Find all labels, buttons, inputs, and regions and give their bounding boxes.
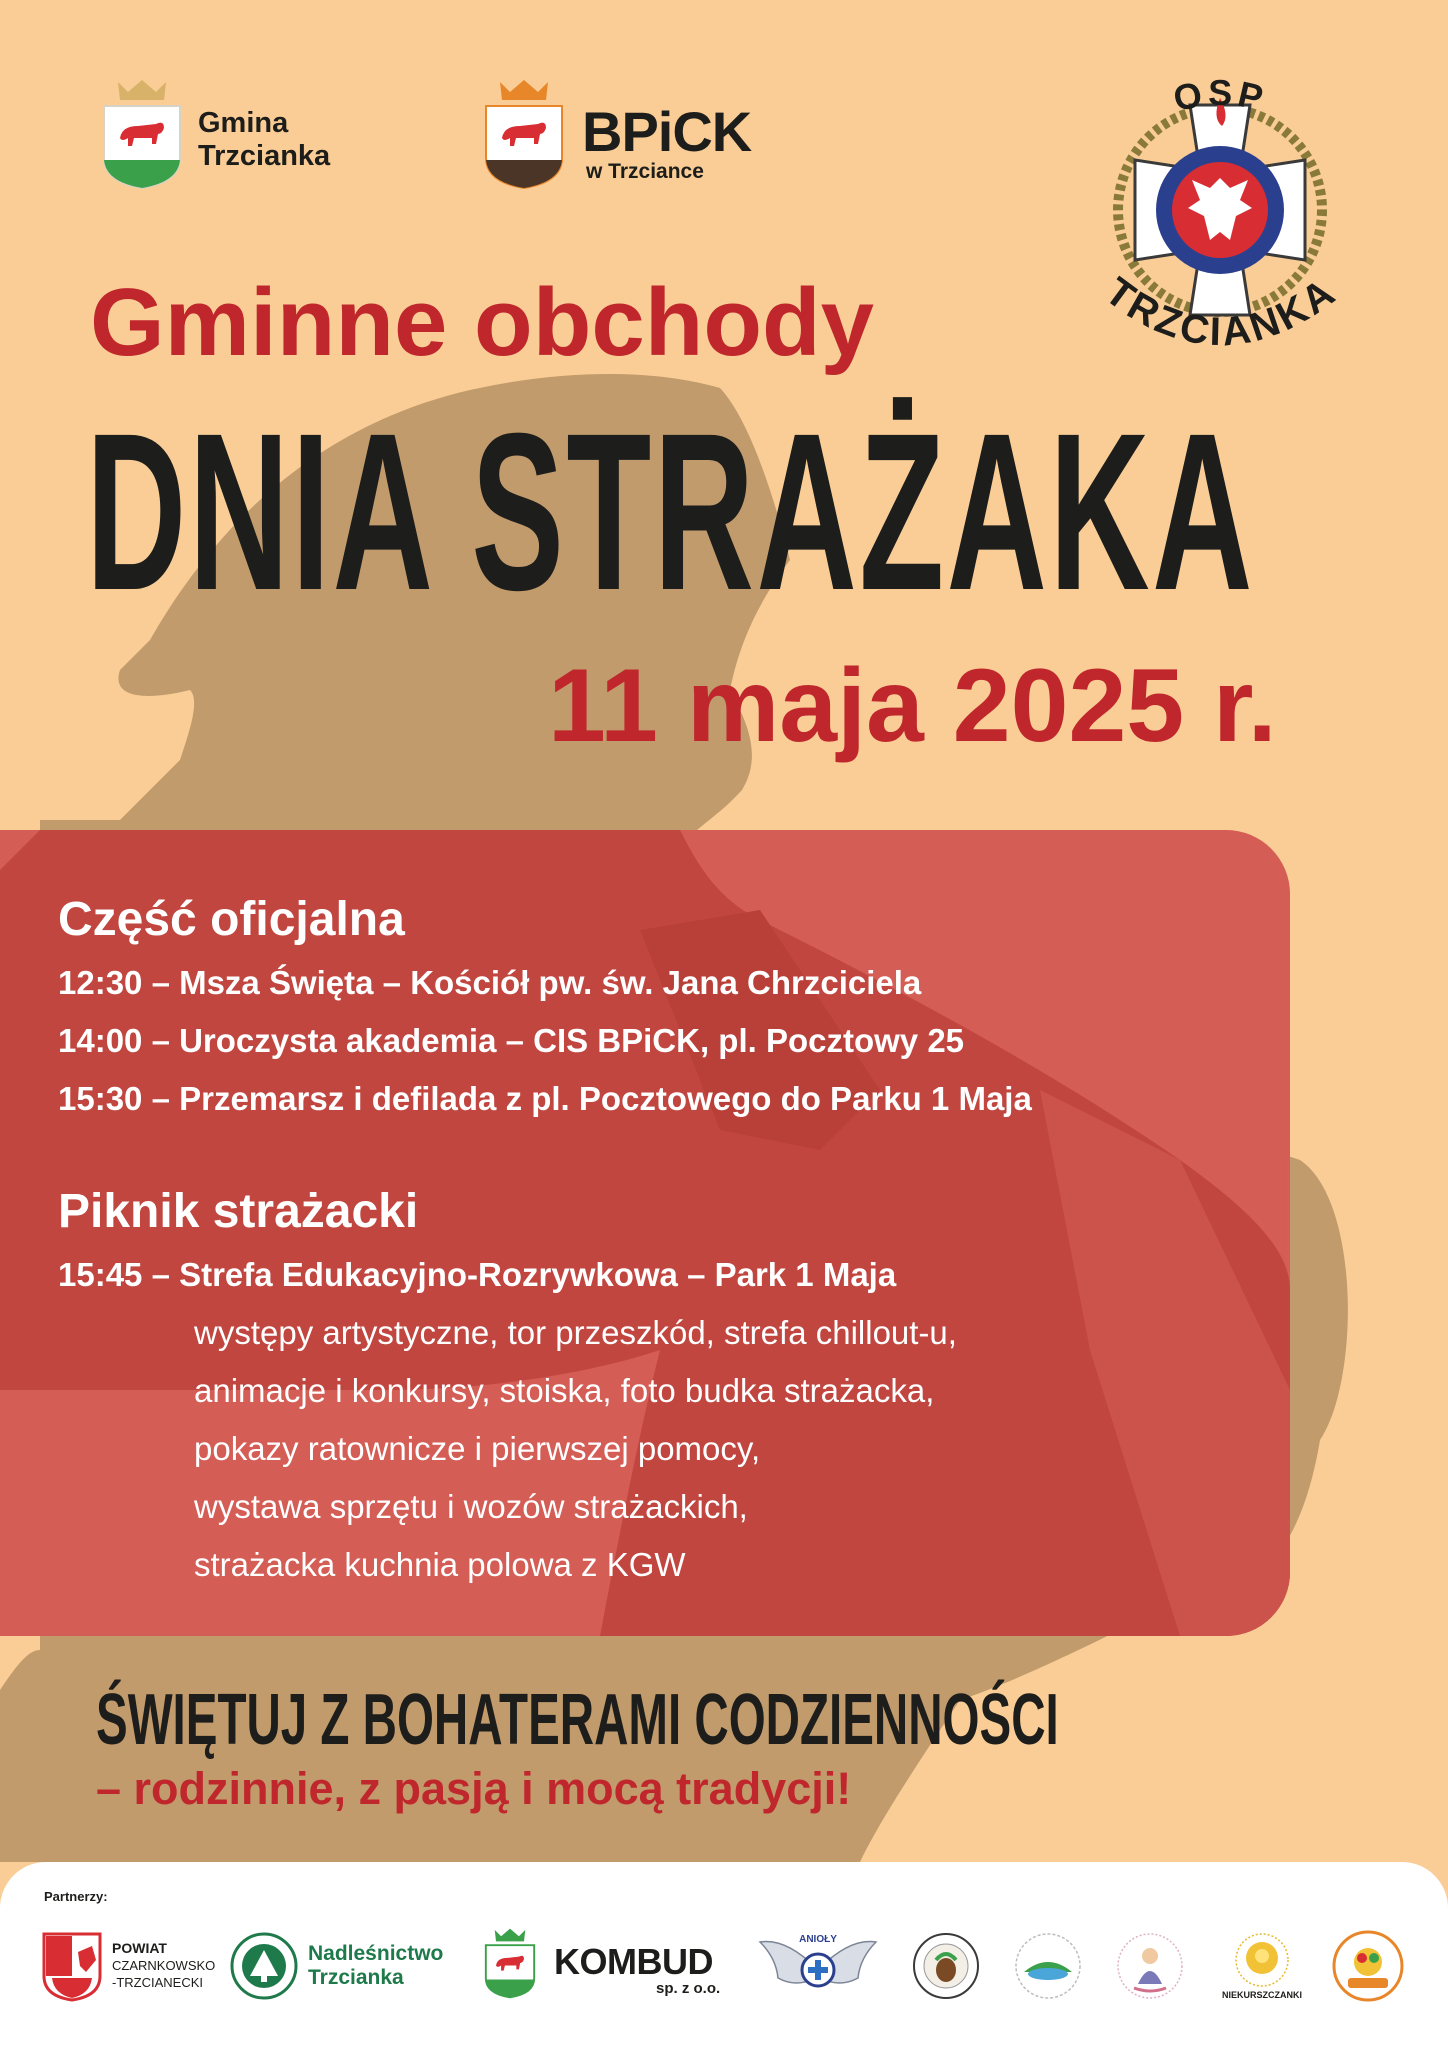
event-date: 11 maja 2025 r. [548,648,1277,764]
bpick-name: BPiCK [582,100,752,163]
slogan-line-2: – rodzinnie, z pasją i mocą tradycji! [96,1763,852,1814]
anioly-wings-icon [756,1928,880,2002]
kgw-niekurszczanki-icon [1222,1928,1302,2004]
kombud-sub: sp. z o.o. [656,1980,721,1997]
kgw-lake-icon [1010,1932,1086,2002]
kgw-figure-icon [1114,1928,1186,2004]
picnic-activity-2: animacje i konkursy, stoiska, foto budka strażacka, [194,1372,935,1409]
picnic-activity-5: strażacka kuchnia polowa z KGW [194,1546,686,1583]
powiat-line1: POWIAT [112,1940,167,1956]
nadlesnictwo-line1: Nadleśnictwo [308,1942,444,1965]
partners-label: Partnerzy: [44,1889,108,1904]
official-row-1: 12:30 – Msza Święta – Kościół pw. św. Jana Chrzciciela [58,964,922,1001]
powiat-line3: -TRZCIANECKI [112,1975,203,1990]
gmina-line2: Trzcianka [198,140,331,172]
picnic-activity-1: występy artystyczne, tor przeszkód, strefa chillout-u, [194,1314,957,1351]
official-row-2: 14:00 – Uroczysta akademia – CIS BPiCK, pl. Pocztowy 25 [58,1022,965,1059]
anioly-name: ANIOŁY [799,1934,837,1945]
gmina-line1: Gmina [198,107,289,139]
gmina-crest-small-icon [482,1920,538,2006]
kgw-siedlislawy-icon [912,1932,980,2000]
gmina-logo-text [198,107,330,173]
bpick-logo-text [582,100,752,184]
osp-emblem-icon [1080,60,1360,380]
kombud-name: KOMBUD [554,1941,713,1982]
picnic-activity-3: pokazy ratownicze i pierwszej pomocy, [194,1430,761,1467]
official-row-3: 15:30 – Przemarsz i defilada z pl. Pocztowego do Parku 1 Maja [58,1080,1032,1117]
powiat-crest-icon [42,1932,102,2002]
powiat-line2: CZARNKOWSKO [112,1958,216,1973]
picnic-heading: Piknik strażacki [58,1185,419,1238]
bpick-sub: w Trzciance [586,160,704,183]
nadlesnictwo-line2: Trzcianka [308,1966,404,1989]
title-main: DNIA STRAŻAKA [86,387,1255,637]
slogan-line-1: ŚWIĘTUJ Z BOHATERAMI CODZIENNOŚCI [96,1680,1059,1760]
lasy-panstwowe-icon [230,1932,298,2000]
picnic-activity-4: wystawa sprzętu i wozów strażackich, [194,1488,748,1525]
niekurszczanki-name: NIEKURSZCZANKI [1222,1990,1302,2000]
svg-text:OSP [1170,72,1271,120]
title-top: Gminne obchody [90,269,875,376]
osp-top-text: OSP [1169,71,1271,120]
picnic-row: 15:45 – Strefa Edukacyjno-Rozrywkowa – Park 1 Maja [58,1256,897,1293]
gmina-crest-icon [98,78,186,190]
bpick-crest-icon [480,78,568,190]
kgw-aktywne-babki-icon [1330,1928,1406,2004]
osp-bottom-text: TRZCIANKA [1097,269,1345,355]
official-heading: Część oficjalna [58,893,405,946]
program-panel [0,830,1290,1636]
